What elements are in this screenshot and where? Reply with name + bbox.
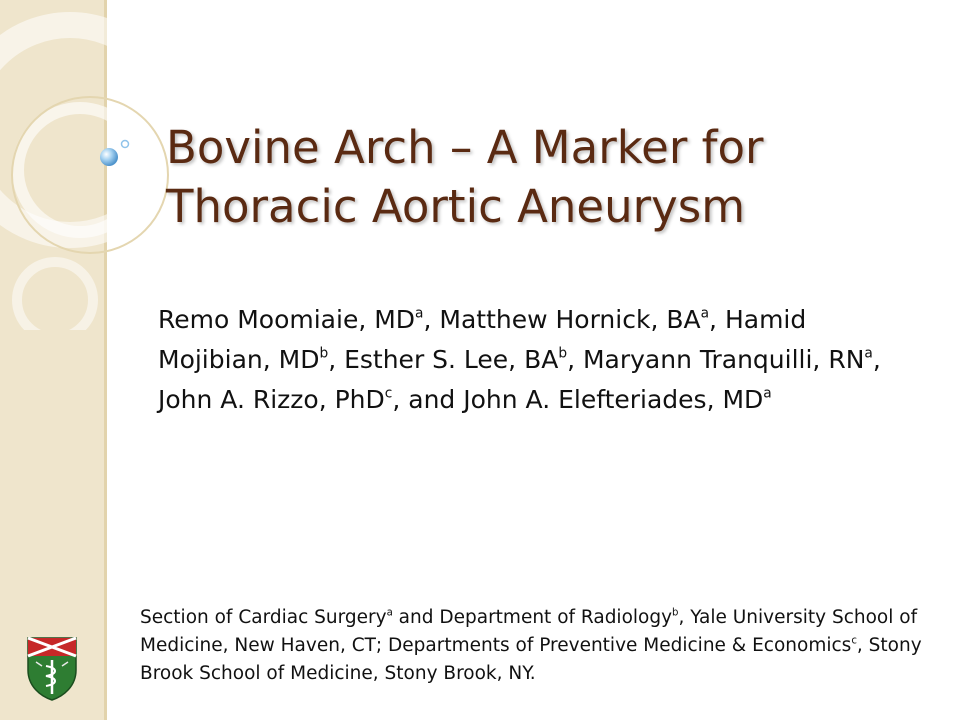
author-sup: b: [558, 345, 568, 362]
author-sup: a: [415, 305, 424, 322]
author-name: Esther S. Lee, BA: [344, 345, 559, 374]
slide-title: [166, 118, 926, 236]
author-name: Hamid Mojibian, MD: [158, 305, 807, 374]
author-name: John A. Rizzo, PhD: [158, 385, 385, 414]
author-sup: a: [864, 345, 873, 362]
blue-bubble-large: [100, 148, 118, 166]
author-sup: a: [700, 305, 710, 322]
affiliation-sup: b: [672, 607, 679, 619]
author-name: Maryann Tranquilli, RN: [582, 345, 865, 374]
affiliation-text: Section of Cardiac Surgery$^a$ and Department of Radiology$^b$, Yale University School of Medicine, New Haven, CT; Departments of Preventive Medicine & Economics$^c$, Stony Brook School of Medicine, Stony Brook, NY.: [140, 607, 922, 684]
yale-medicine-shield-icon: [26, 636, 78, 702]
author-name: Matthew Hornick, BA: [439, 305, 701, 334]
author-sup: c: [384, 385, 393, 402]
title-line-2: Thoracic Aortic Aneurysm: [166, 180, 746, 233]
title-line-1: Bovine Arch – A Marker for: [166, 121, 764, 174]
author-sup: a: [763, 385, 772, 402]
author-list: Remo Moomiaie, $MD^a$, Matthew Hornick, $BA^a$, Hamid Mojibian, $MD^b$, Esther S. Lee, $BA^b$, Maryann Tranquilli, $RN^a$, John A. Rizzo, PhD$^c$, and John A. Elefteriades, $MD^a$: [158, 305, 881, 414]
author-name: John A. Elefteriades, MD: [463, 385, 764, 414]
author-name: Remo Moomiaie, MD: [158, 305, 416, 334]
blue-bubble-small: [122, 141, 129, 148]
affiliation-sup: c: [851, 635, 857, 647]
author-sup: b: [319, 345, 329, 362]
affiliation-sup: a: [386, 607, 393, 619]
